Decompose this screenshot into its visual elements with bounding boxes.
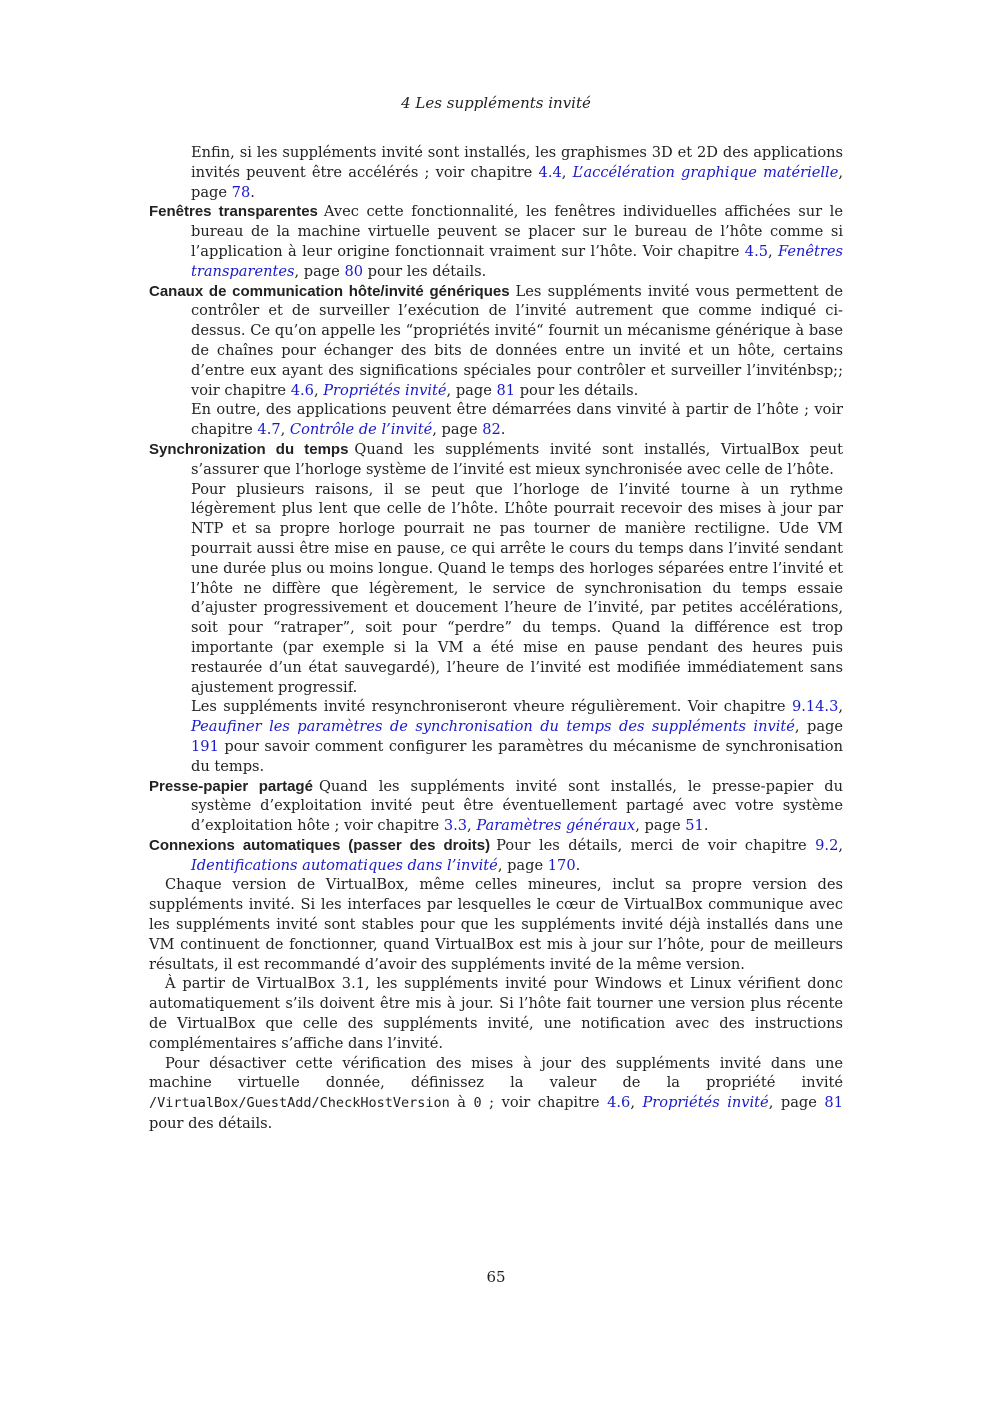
ref-link-4-4[interactable]: 4.4 [538, 163, 562, 181]
sentence-end: . [500, 421, 506, 439]
page-link-170[interactable]: 170 [547, 856, 576, 874]
separator: , [838, 836, 843, 854]
item-text: En outre, des applications peuvent être démarrées dans vinvité à partir de l’hôte ; voir chapitre [191, 401, 843, 439]
item-text: Quand les suppléments invité sont installés, le presse-papier du système d’exploitation invité peut être éventuellement partagé avec votre système d’exploitation hôte ; voir chapitre [191, 777, 844, 835]
separator: , [467, 817, 477, 835]
item-text: Pour les détails, merci de voir chapitre [496, 836, 816, 854]
sentence-end: . [250, 183, 255, 201]
page-prefix: , page [794, 718, 844, 736]
separator: , [561, 163, 573, 181]
body-paragraph: À partir de VirtualBox 3.1, les suppléments invité pour Windows et Linux vérifient donc automatiquement s’ils doivent être mis à jour. Si l’hôte fait tourner une version plus récente de VirtualBox que celle des suppléments invité, une notification avec des instructions complémentaires s’affiche dans l’invité. [149, 975, 843, 1052]
item-transparent-windows [149, 202, 843, 281]
sentence-end: . [575, 856, 581, 874]
sentence-end: pour des détails. [149, 1115, 273, 1133]
sentence-end: pour savoir comment configurer les paramètres du mécanisme de synchronisation du temps. [191, 737, 843, 775]
separator: , [838, 698, 843, 716]
item-term: Presse-papier partagé [149, 777, 313, 795]
item-term: Canaux de communication hôte/invité génériques [149, 282, 510, 300]
page-link-78[interactable]: 78 [231, 183, 251, 201]
page-prefix: , page [294, 262, 345, 280]
body-paragraph: Chaque version de VirtualBox, même celles mineures, inclut sa propre version des suppléments invité. Si les interfaces par lesquelles le cœur de VirtualBox communique avec les suppléments invité sont stables pour que les suppléments invité déjà installés dans une VM continuent de fonctionner, quand VirtualBox est mis à jour sur l’hôte, pour de meilleurs résultats, il est recommandé d’avoir des suppléments invité de la même version. [149, 876, 843, 973]
item-text: Quand les suppléments invité sont installés, VirtualBox peut s’assurer que l’horloge système de l’invité est mieux synchronisée avec celle de l’hôte. [191, 440, 844, 478]
separator: , [313, 381, 324, 399]
item-text: Les suppléments invité vous permettent de contrôler et de surveiller l’exécution de l’invité autrement que comme indiqué ci-dessus. Ce qu’on appelle les “propriétés invité“ fournit un mécanisme générique à base de chaînes pour échanger des bits de données entre un invité et un hôte, certains d’entre eux ayant des significations spéciales pour contrôler et surveiller l’inviténbsp;; voir chapitre [191, 282, 843, 399]
item-shared-clipboard [149, 777, 843, 836]
ref-title-link[interactable]: Paramètres généraux [476, 817, 636, 835]
page-link-80[interactable]: 80 [344, 262, 364, 280]
body-paragraph [149, 1054, 843, 1134]
page-prefix: , page [432, 421, 483, 439]
ref-title-link[interactable]: Propriétés invité [642, 1094, 769, 1112]
ref-link-9-14-3[interactable]: 9.14.3 [791, 698, 839, 716]
ref-link-4-6[interactable]: 4.6 [607, 1094, 631, 1112]
intro-text: Enfin, si les suppléments invité sont installés, les graphismes 3D et 2D des applications invités peuvent être accélérés ; voir chapitre [191, 144, 843, 181]
ref-title-link[interactable]: L’accélération graphique matérielle [572, 163, 839, 181]
intro-paragraph [149, 143, 843, 202]
page-prefix: , page [768, 1094, 825, 1112]
item-continuation-paragraph [149, 400, 843, 440]
separator: , [768, 242, 779, 260]
ref-title-link[interactable]: Contrôle de l’invité [289, 421, 433, 439]
item-communication-channels [149, 282, 843, 401]
page-link-51[interactable]: 51 [685, 817, 704, 835]
running-header: 4 Les suppléments invité [401, 94, 591, 112]
page-link-81[interactable]: 81 [496, 381, 516, 399]
page-link-191[interactable]: 191 [191, 737, 219, 755]
ref-link-4-5[interactable]: 4.5 [744, 242, 768, 260]
ref-title-link[interactable]: Propriétés invité [323, 381, 447, 399]
separator: , [630, 1094, 643, 1112]
page-link-82[interactable]: 82 [482, 421, 501, 439]
page-content [149, 143, 843, 1134]
body-text: Pour désactiver cette vérification des mises à jour des suppléments invité dans une machine virtuelle donnée, définissez la valeur de la propriété invité [149, 1054, 843, 1092]
item-time-sync [149, 440, 843, 480]
page-prefix: , page [191, 163, 843, 201]
ref-title-link[interactable]: Identifications automatiques dans l’invité [191, 856, 498, 874]
ref-link-4-6[interactable]: 4.6 [290, 381, 314, 399]
page-prefix: , page [635, 817, 686, 835]
item-term: Fenêtres transparentes [149, 203, 318, 221]
sentence-end: pour les détails. [363, 262, 487, 280]
separator: , [280, 421, 290, 439]
sentence-end: pour les détails. [515, 381, 639, 399]
page-link-81[interactable]: 81 [824, 1094, 843, 1112]
item-term: Synchronization du temps [149, 440, 349, 458]
body-text: à [449, 1094, 474, 1112]
item-continuation-paragraph [149, 697, 843, 776]
body-text: ; voir chapitre [481, 1094, 608, 1112]
page-prefix: , page [446, 381, 497, 399]
item-text: Avec cette fonctionnalité, les fenêtres individuelles affichées sur le bureau de la machine virtuelle peuvent se placer sur le bureau de l’hôte comme si l’application à leur origine fonctionnait vraiment sur l’hôte. Voir chapitre [191, 203, 843, 260]
page-prefix: , page [497, 856, 548, 874]
item-auto-logon [149, 836, 843, 876]
item-text: Les suppléments invité resynchroniseront vheure régulièrement. Voir chapitre [191, 698, 792, 716]
sentence-end: . [703, 817, 709, 835]
item-continuation-paragraph: Pour plusieurs raisons, il se peut que l’horloge de l’invité tourne à un rythme légèrement plus lent que celle de l’hôte. L’hôte pourrait recevoir des mises à jour par NTP et sa propre horloge pourrait ne pas tourner de manière rectiligne. Ude VM pourrait aussi être mise en pause, ce qui arrête le cours du temps dans l’invité sendant une durée plus ou moins longue. Quand le temps des horloges séparées entre l’invité et l’hôte ne diffère que légèrement, le service de synchronisation du temps essaie d’ajuster progressivement et doucement l’heure de l’invité, par petites accélérations, soit pour “ratraper”, soit pour “perdre” du temps. Quand la différence est trop importante (par exemple si la VM a été mise en pause pendant des heures puis restaurée d’un état sauvegardé), l’heure de l’invité est modifiée immédiatement sans ajustement progressif. [191, 480, 843, 696]
page-number: 65 [486, 1268, 506, 1286]
code-value: 0 [473, 1095, 482, 1112]
ref-link-9-2[interactable]: 9.2 [815, 836, 839, 854]
ref-title-link[interactable]: Fenêtres transparentes [191, 242, 844, 280]
ref-link-4-7[interactable]: 4.7 [257, 421, 281, 439]
code-property-path: /VirtualBox/GuestAdd/CheckHostVersion [149, 1095, 450, 1112]
ref-title-link[interactable]: Peaufiner les paramètres de synchronisation du temps des suppléments invité [191, 718, 795, 736]
item-term: Connexions automatiques (passer des droits) [149, 836, 491, 854]
ref-link-3-3[interactable]: 3.3 [443, 817, 468, 835]
